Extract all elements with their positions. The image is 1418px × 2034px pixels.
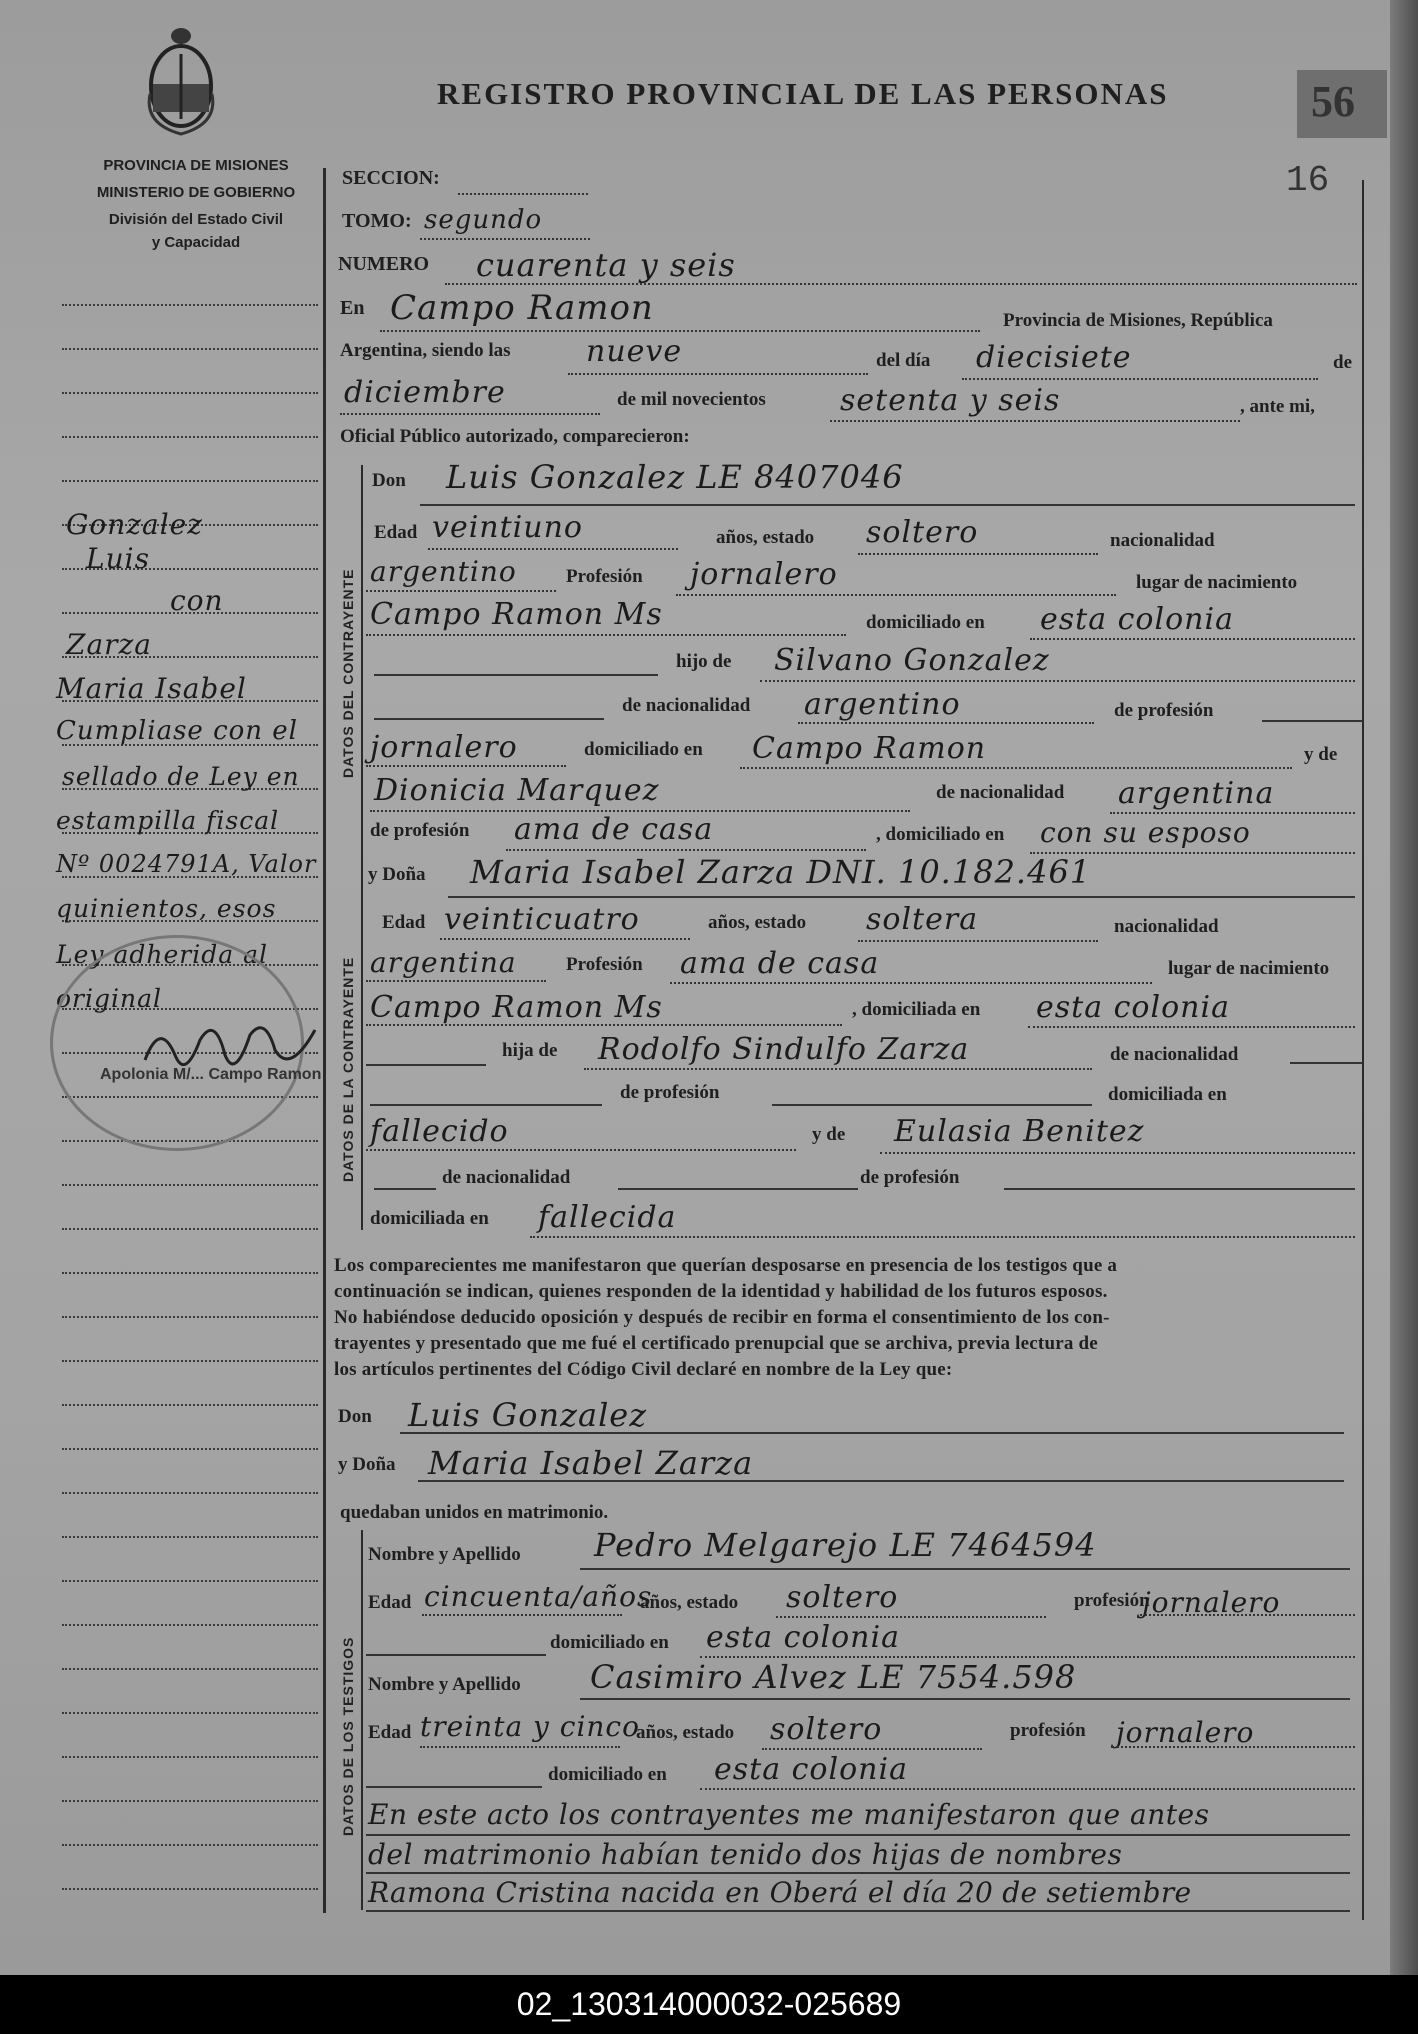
margin-note-line: Maria Isabel <box>56 672 247 705</box>
declaration-line: trayentes y presentado que me fué el certificado prenupcial que se archiva, previa lectura de <box>334 1333 1098 1354</box>
margin-note-line: con <box>170 584 224 617</box>
contrayenta-lugar: Campo Ramon Ms <box>370 990 663 1025</box>
side-label-contrayenta: DATOS DE LA CONTRAYENTE <box>340 956 356 1182</box>
margin-line <box>62 1184 318 1186</box>
margin-line <box>62 304 318 306</box>
margin-line <box>62 1712 318 1714</box>
de-label: de <box>1333 352 1352 373</box>
declaration-dona: Maria Isabel Zarza <box>428 1444 754 1482</box>
estado-label: años, estado <box>636 1722 735 1743</box>
margin-line <box>62 1844 318 1846</box>
margin-line <box>62 1580 318 1582</box>
testigo-1-profesion: jornalero <box>1142 1586 1281 1619</box>
profesion-label: Profesión <box>566 566 643 587</box>
madre-nac-label: de nacionalidad <box>936 782 1065 803</box>
margin-line <box>62 1888 318 1890</box>
edad-label: Edad <box>368 1722 412 1743</box>
edad-label: Edad <box>374 522 418 543</box>
margin-line <box>62 1756 318 1758</box>
margin-line <box>62 1228 318 1230</box>
declaration-line: continuación se indican, quienes responden de la identidad y habilidad de los futuros esposos. <box>334 1281 1108 1302</box>
margin-note-line: Gonzalez <box>66 508 203 541</box>
provincia-text: Provincia de Misiones, República <box>1003 310 1273 331</box>
margin-line <box>62 1272 318 1274</box>
margin-line <box>62 1800 318 1802</box>
testigo-1-edad: cincuenta/años <box>424 1580 653 1613</box>
margin-line <box>62 348 318 350</box>
org-line-2: MINISTERIO DE GOBIERNO <box>96 184 296 201</box>
margin-line <box>62 1404 318 1406</box>
contrayenta-nacionalidad: argentina <box>370 946 517 979</box>
hija-label: hija de <box>502 1040 558 1061</box>
estado-label: años, estado <box>640 1592 739 1613</box>
coat-of-arms-icon <box>142 24 220 138</box>
margin-note-line: Luis <box>86 542 150 575</box>
profesion-label: profesión <box>1074 1590 1150 1611</box>
page-badge: 56 <box>1297 70 1387 138</box>
mes-value: diciembre <box>344 375 506 410</box>
org-line-1: PROVINCIA DE MISIONES <box>103 157 289 174</box>
margin-line <box>62 1360 318 1362</box>
numero-value: cuarenta y seis <box>476 246 736 284</box>
nacionalidad-label: nacionalidad <box>1110 530 1215 551</box>
edad-label: Edad <box>368 1592 412 1613</box>
madre-prof-label: de profesión <box>860 1167 960 1188</box>
madre-nac-label: de nacionalidad <box>442 1167 571 1188</box>
oficial-text: Oficial Público autorizado, comparecieron: <box>340 426 690 447</box>
margin-note-line: sellado de Ley en <box>62 762 300 791</box>
contrayenta-madre: Eulasia Benitez <box>894 1114 1145 1149</box>
margin-line <box>62 1316 318 1318</box>
estado-label: años, estado <box>716 527 815 548</box>
dona-label: y Doña <box>368 864 426 885</box>
side-label-contrayente: DATOS DEL CONTRAYENTE <box>340 568 356 778</box>
nombre-label: Nombre y Apellido <box>368 1544 521 1565</box>
margin-line <box>62 1448 318 1450</box>
margin-line <box>62 1492 318 1494</box>
contrayenta-estado: soltera <box>866 902 979 937</box>
padre-prof-label: de profesión <box>620 1082 720 1103</box>
en-value: Campo Ramon <box>390 288 654 328</box>
note-line: En este acto los contrayentes me manifestaron que antes <box>368 1798 1210 1831</box>
contrayente-madre-dom: con su esposo <box>1040 816 1251 849</box>
y-de-label: y de <box>812 1124 846 1145</box>
padre-nac-label: de nacionalidad <box>1110 1044 1239 1065</box>
contrayente-profesion: jornalero <box>690 557 838 592</box>
contrayente-edad: veintiuno <box>432 510 583 545</box>
mil-label: de mil novecientos <box>617 389 766 410</box>
margin-line <box>62 1668 318 1670</box>
contrayente-padre-nac: argentino <box>804 687 961 722</box>
padre-dom-label: domiciliada en <box>1108 1084 1227 1105</box>
padre-prof-label: de profesión <box>1114 700 1214 721</box>
contrayenta-madre-dom: fallecida <box>538 1200 677 1235</box>
del-dia-label: del día <box>876 350 931 371</box>
numero-label: NUMERO <box>338 253 430 275</box>
contrayente-estado: soltero <box>866 515 979 550</box>
declaration-line: los artículos pertinentes del Código Civil declaré en nombre de la Ley que: <box>334 1359 953 1380</box>
contrayenta-padre: Rodolfo Sindulfo Zarza <box>598 1032 970 1067</box>
contrayente-padre: Silvano Gonzalez <box>774 643 1050 678</box>
don-label: Don <box>372 470 406 491</box>
seccion-label: SECCION: <box>342 167 440 189</box>
testigo-2-domicilio: esta colonia <box>714 1752 908 1787</box>
contrayenta-padre-dom: fallecido <box>370 1114 509 1149</box>
margin-line <box>62 1624 318 1626</box>
contrayenta-edad: veinticuatro <box>444 902 640 937</box>
contrayente-madre-prof: ama de casa <box>514 812 714 847</box>
madre-dom-label: , domiciliado en <box>876 824 1005 845</box>
tomo-label: TOMO: <box>342 210 412 232</box>
contrayenta-domicilio: esta colonia <box>1036 990 1230 1025</box>
padre-dom-label: domiciliado en <box>584 739 703 760</box>
nacionalidad-label: nacionalidad <box>1114 916 1219 937</box>
org-line-3: División del Estado Civil <box>108 211 284 228</box>
testigo-1-estado: soltero <box>786 1580 899 1615</box>
contrayente-madre: Dionicia Marquez <box>374 773 660 808</box>
folio-number: 16 <box>1286 160 1330 201</box>
profesion-label: Profesión <box>566 954 643 975</box>
testigo-1-domicilio: esta colonia <box>706 1620 900 1655</box>
section-rule-1 <box>361 465 363 1230</box>
hijo-label: hijo de <box>676 651 732 672</box>
contrayente-domicilio: esta colonia <box>1040 602 1234 637</box>
testigo-2-profesion: jornalero <box>1116 1716 1255 1749</box>
note-line: Ramona Cristina nacida en Oberá el día 20 de setiembre <box>368 1876 1192 1909</box>
anio-value: setenta y seis <box>840 383 1061 418</box>
margin-note-line: Cumpliase con el <box>56 716 298 746</box>
contrayente-name: Luis Gonzalez LE 8407046 <box>446 458 904 496</box>
contrayente-lugar: Campo Ramon Ms <box>370 597 663 632</box>
testigo-2-edad: treinta y cinco <box>420 1710 640 1743</box>
contrayente-nacionalidad: argentino <box>370 555 517 588</box>
org-line-4: y Capacidad <box>151 234 241 251</box>
book-spine <box>1390 0 1418 1975</box>
margin-rule <box>323 168 326 1913</box>
declaration-line: Los comparecientes me manifestaron que querían desposarse en presencia de los testigos que a <box>334 1255 1118 1276</box>
contrayente-madre-nac: argentina <box>1118 776 1275 811</box>
margin-line <box>62 436 318 438</box>
padre-nac-label: de nacionalidad <box>622 695 751 716</box>
contrayente-padre-dom: Campo Ramon <box>752 731 987 766</box>
estado-label: años, estado <box>708 912 807 933</box>
lugar-label: lugar de nacimiento <box>1168 958 1330 979</box>
ante-label: , ante mi, <box>1240 396 1315 417</box>
testigo-2-estado: soltero <box>770 1712 883 1747</box>
margin-note-line: Zarza <box>66 628 152 661</box>
margin-note-line: estampilla fiscal <box>56 806 280 835</box>
domiciliado-label: domiciliado en <box>548 1764 667 1785</box>
signature-scribble <box>140 1010 320 1090</box>
side-label-testigos: DATOS DE LOS TESTIGOS <box>340 1636 356 1836</box>
domiciliado-label: domiciliado en <box>866 612 985 633</box>
y-de-label: y de <box>1304 744 1338 765</box>
right-rule <box>1362 180 1364 1920</box>
domiciliada-label: , domiciliada en <box>852 999 981 1020</box>
edad-label: Edad <box>382 912 426 933</box>
page-title: REGISTRO PROVINCIAL DE LAS PERSONAS <box>437 76 1169 111</box>
testigo-2-name: Casimiro Alvez LE 7554.598 <box>590 1658 1077 1696</box>
section-rule-2 <box>361 1530 363 1910</box>
margin-line <box>62 480 318 482</box>
tomo-value: segundo <box>424 205 543 235</box>
declaration-closing: quedaban unidos en matrimonio. <box>340 1502 609 1523</box>
note-line: del matrimonio habían tenido dos hijas de nombres <box>368 1838 1123 1871</box>
declaration-don: Luis Gonzalez <box>408 1396 648 1434</box>
madre-prof-label: de profesión <box>370 820 470 841</box>
dia-value: diecisiete <box>976 340 1132 375</box>
argentina-label: Argentina, siendo las <box>340 340 511 361</box>
contrayente-padre-prof: jornalero <box>370 730 518 765</box>
margin-line <box>62 392 318 394</box>
margin-note-line: Ley adherida al <box>56 940 268 969</box>
contrayenta-name: Maria Isabel Zarza DNI. 10.182.461 <box>470 853 1092 891</box>
margin-note-line: quinientos, esos <box>56 894 277 923</box>
margin-note-line: original <box>56 984 162 1013</box>
don-label: Don <box>338 1406 372 1427</box>
en-label: En <box>340 297 365 319</box>
declaration-line: No habiéndose deducido oposición y después de recibir en forma el consentimiento de los con- <box>334 1307 1110 1328</box>
contrayenta-profesion: ama de casa <box>680 946 880 981</box>
domiciliado-label: domiciliado en <box>550 1632 669 1653</box>
madre-dom-label: domiciliada en <box>370 1208 489 1229</box>
stamp-text: Apolonia M/... Campo Ramon <box>100 1066 322 1083</box>
profesion-label: profesión <box>1010 1720 1086 1741</box>
margin-note-line: Nº 0024791A, Valor <box>56 850 317 878</box>
testigo-1-name: Pedro Melgarejo LE 7464594 <box>594 1526 1097 1564</box>
dona-label: y Doña <box>338 1454 396 1475</box>
hora-value: nueve <box>586 334 683 369</box>
margin-line <box>62 1536 318 1538</box>
nombre-label: Nombre y Apellido <box>368 1674 521 1695</box>
scan-id-footer: 02_130314000032-025689 <box>0 1975 1418 2034</box>
lugar-label: lugar de nacimiento <box>1136 572 1298 593</box>
